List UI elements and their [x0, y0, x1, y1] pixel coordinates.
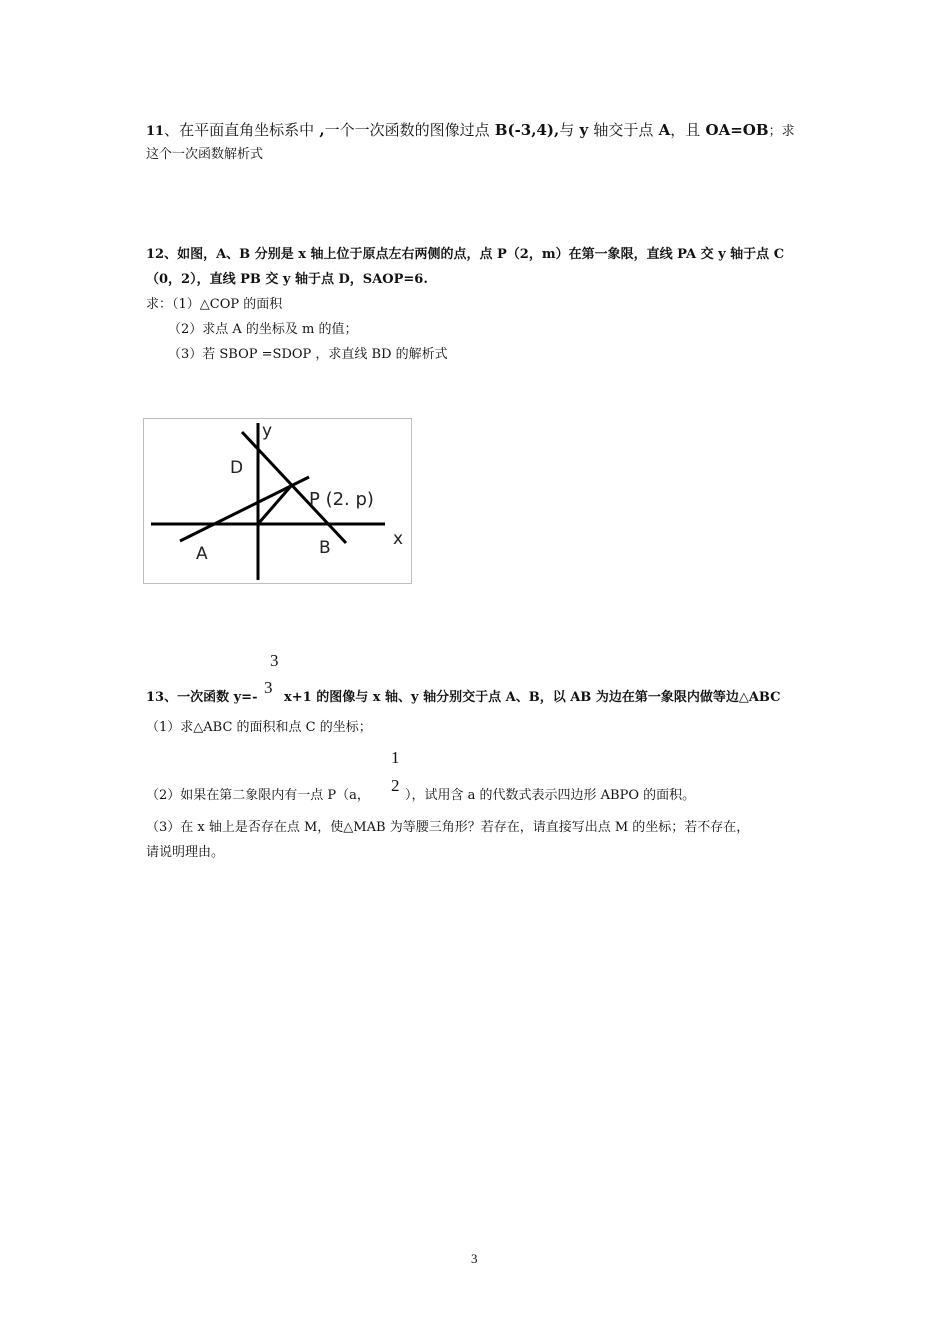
- question-12-figure: [143, 418, 412, 584]
- q11-text-i: ，且: [670, 121, 701, 139]
- question-12-line-5: （3）若 SBOP =SDOP ，求直线 BD 的解析式: [168, 347, 448, 362]
- question-13-line-2: （1）求△ABC 的面积和点 C 的坐标；: [146, 720, 372, 735]
- question-11-line-2: 这个一次函数解析式: [146, 147, 264, 162]
- question-11-line-1: [146, 119, 795, 140]
- label-p: P (2. p): [309, 489, 374, 510]
- q11-point-a: A: [653, 121, 671, 139]
- q11-text-b: ,: [314, 121, 325, 139]
- question-12-line-2: （0，2），直线 PB 交 y 轴于点 D，SAOP=6.: [146, 272, 428, 287]
- question-13-line-1-b: x+1 的图像与 x 轴、y 轴分别交于点 A、B，以 AB 为边在第一象限内做等边△ABC: [284, 690, 781, 705]
- label-d: D: [230, 458, 244, 478]
- question-12-line-3: 求：（1）△COP 的面积: [146, 297, 283, 312]
- q13-fraction-1-numerator: 3: [270, 651, 279, 670]
- q11-text-a: 、在平面直角坐标系中: [164, 121, 315, 139]
- page-number: 3: [471, 1251, 478, 1266]
- q11-text-c: 一个一次函数的图像过点: [324, 121, 490, 139]
- question-13-line-1-a: 13、一次函数 y=-: [146, 690, 258, 705]
- label-y: y: [262, 421, 273, 441]
- label-a: A: [196, 544, 208, 564]
- q11-point-b: B(-3,4),: [489, 121, 560, 139]
- q11-text-e: 与: [559, 121, 575, 139]
- q11-condition: OA=OB: [700, 121, 769, 139]
- q11-text-g: 轴交于点: [593, 121, 654, 139]
- segment-op: [258, 486, 291, 524]
- question-12-line-4: （2）求点 A 的坐标及 m 的值；: [168, 322, 358, 337]
- q13-fraction-1-denominator: 3: [264, 678, 273, 697]
- question-13-line-4: （3）在 x 轴上是否存在点 M，使△MAB 为等腰三角形？若存在，请直接写出点 M 的坐标；若不存在，: [146, 820, 750, 835]
- q11-number: 11: [146, 124, 165, 139]
- label-b: B: [319, 538, 331, 558]
- q13-fraction-2-numerator: 1: [391, 748, 400, 767]
- q11-text-k: ；求: [768, 124, 795, 139]
- question-13-line-3-a: （2）如果在第二象限内有一点 P（a，: [146, 788, 370, 803]
- coordinate-sketch: [144, 419, 411, 583]
- q13-fraction-2-denominator: 2: [391, 776, 400, 795]
- label-x: x: [393, 529, 404, 549]
- q11-y-axis: y: [574, 121, 594, 139]
- question-13-line-3-b: ），试用含 a 的代数式表示四边形 ABPO 的面积。: [405, 788, 696, 803]
- question-13-line-5: 请说明理由。: [146, 845, 225, 860]
- question-12-line-1: 12、如图，A、B 分别是 x 轴上位于原点左右两侧的点，点 P（2，m）在第一象限，直线 PA 交 y 轴于点 C: [146, 247, 785, 262]
